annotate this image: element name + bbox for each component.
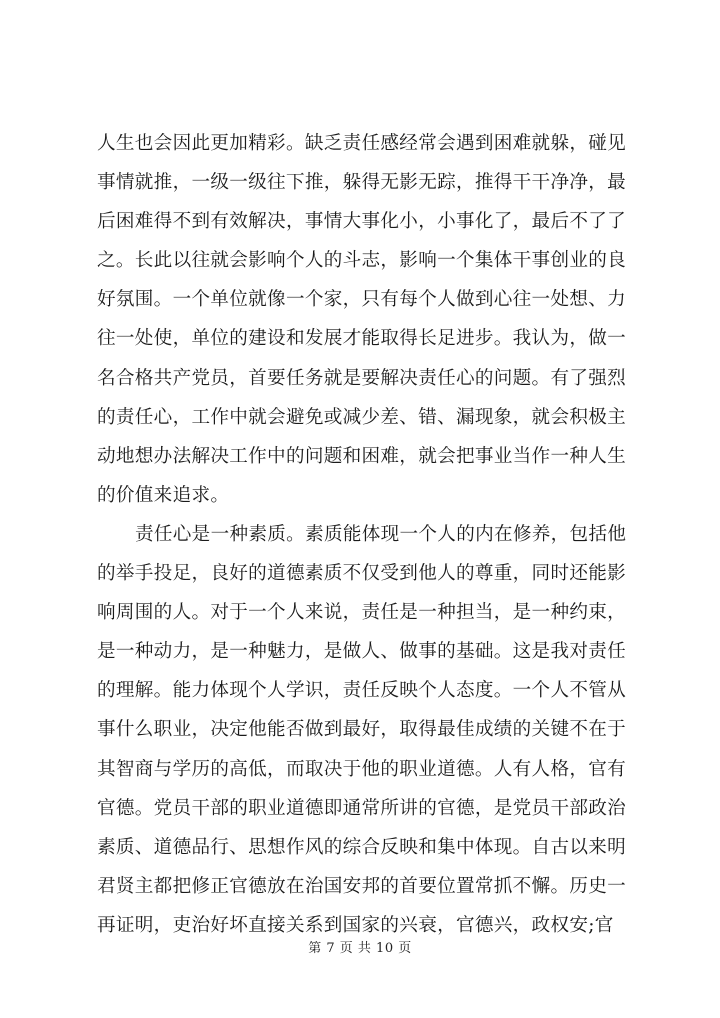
text-line: 后困难得不到有效解决，事情大事化小，小事化了，最后不了了 <box>97 211 627 233</box>
text-line: 响周围的人。对于一个人来说，责任是一种担当，是一种约束， <box>97 602 627 624</box>
text-line: 其智商与学历的高低，而取决于他的职业道德。人有人格，官有 <box>97 758 627 780</box>
text-line: 君贤主都把修正官德放在治国安邦的首要位置常抓不懈。历史一 <box>97 875 627 897</box>
text-line: 好氛围。一个单位就像一个家，只有每个人做到心往一处想、力 <box>97 289 627 311</box>
text-line: 是一种动力，是一种魅力，是做人、做事的基础。这是我对责任 <box>97 641 627 663</box>
text-line: 事情就推，一级一级往下推，躲得无影无踪，推得干干净净，最 <box>97 172 627 194</box>
document-body <box>97 124 627 945</box>
text-line: 之。长此以往就会影响个人的斗志，影响一个集体干事创业的良 <box>97 250 627 272</box>
text-line: 再证明，吏治好坏直接关系到国家的兴衰，官德兴，政权安;官 <box>97 914 614 936</box>
paragraph-2 <box>97 515 627 945</box>
text-line: 责任心是一种素质。素质能体现一个人的内在修养，包括他 <box>135 523 627 545</box>
text-line: 往一处使，单位的建设和发展才能取得长足进步。我认为，做一 <box>97 328 627 350</box>
text-line: 事什么职业，决定他能否做到最好，取得最佳成绩的关键不在于 <box>97 719 627 741</box>
text-line: 的责任心，工作中就会避免或减少差、错、漏现象，就会积极主 <box>97 406 627 428</box>
paragraph-1 <box>97 124 627 515</box>
page-number-footer: 第 7 页 共 10 页 <box>308 941 412 956</box>
text-line: 动地想办法解决工作中的问题和困难，就会把事业当作一种人生 <box>97 445 627 467</box>
text-line: 名合格共产党员，首要任务就是要解决责任心的问题。有了强烈 <box>97 367 627 389</box>
text-line: 的价值来追求。 <box>97 484 230 506</box>
text-line: 人生也会因此更加精彩。缺乏责任感经常会遇到困难就躲，碰见 <box>97 133 627 154</box>
text-line: 素质、道德品行、思想作风的综合反映和集中体现。自古以来明 <box>97 836 627 858</box>
text-line: 官德。党员干部的职业道德即通常所讲的官德，是党员干部政治 <box>97 797 627 819</box>
text-line: 的理解。能力体现个人学识，责任反映个人态度。一个人不管从 <box>97 680 627 702</box>
text-line: 的举手投足，良好的道德素质不仅受到他人的尊重，同时还能影 <box>97 563 627 585</box>
